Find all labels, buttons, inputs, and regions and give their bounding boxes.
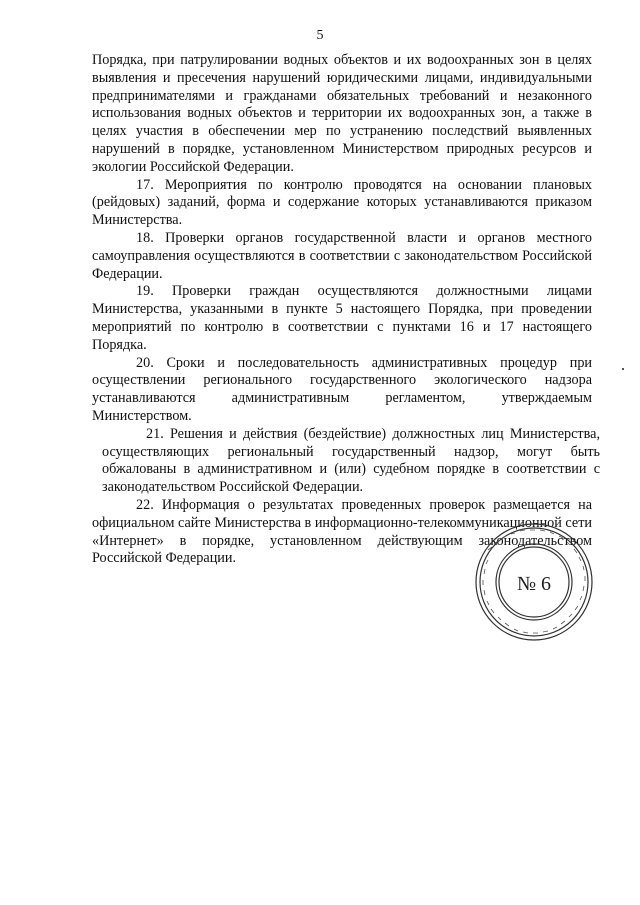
paragraph-22: 22. Информация о результатах проведенных проверок размещается на официальном сайте Министерства в информационно-телекоммуникационной сети «Интернет» в порядке, установленном действующим законодательством Российской Федерации. [92, 496, 592, 567]
document-body [92, 52, 600, 568]
paragraph-18: 18. Проверки органов государственной власти и органов местного самоуправления осуществляются в соответствии с законодательством Российской Федерации. [92, 229, 592, 282]
stamp-number: № 6 [516, 573, 552, 595]
paragraph-continuation: Порядка, при патрулировании водных объектов и их водоохранных зон в целях выявления и пресечения нарушений юридическими лицами, индивидуальными предпринимателями и гражданами обязательных требований и незаконного использования водных объектов и территории их водоохранных зон, а также в целях участия в обеспечении мер по устранению последствий выявленных нарушений в порядке, установленном Министерством природных ресурсов и экологии Российской Федерации. [92, 52, 592, 175]
paragraph-21: 21. Решения и действия (бездействие) должностных лиц Министерства, осуществляющих региональный государственный надзор, могут быть обжалованы в административном и (или) судебном порядке в соответствии с законодательством Российской Федерации. [102, 425, 600, 496]
paragraph-20: 20. Сроки и последовательность административных процедур при осуществлении регионального государственного экологического надзора устанавливаются административным регламентом, утверждаемым Министерством. [92, 354, 592, 424]
paragraph-17: 17. Мероприятия по контролю проводятся на основании плановых (рейдовых) заданий, форма и содержание которых устанавливаются приказом Министерства. [92, 176, 592, 229]
page-number: 5 [316, 28, 324, 43]
official-stamp-seal [458, 520, 598, 650]
scan-speck [622, 368, 624, 370]
paragraph-19: 19. Проверки граждан осуществляются должностными лицами Министерства, указанными в пункте 5 настоящего Порядка, при проведении мероприятий по контролю в соответствии с пунктами 16 и 17 настоящего Порядка. [92, 283, 592, 353]
